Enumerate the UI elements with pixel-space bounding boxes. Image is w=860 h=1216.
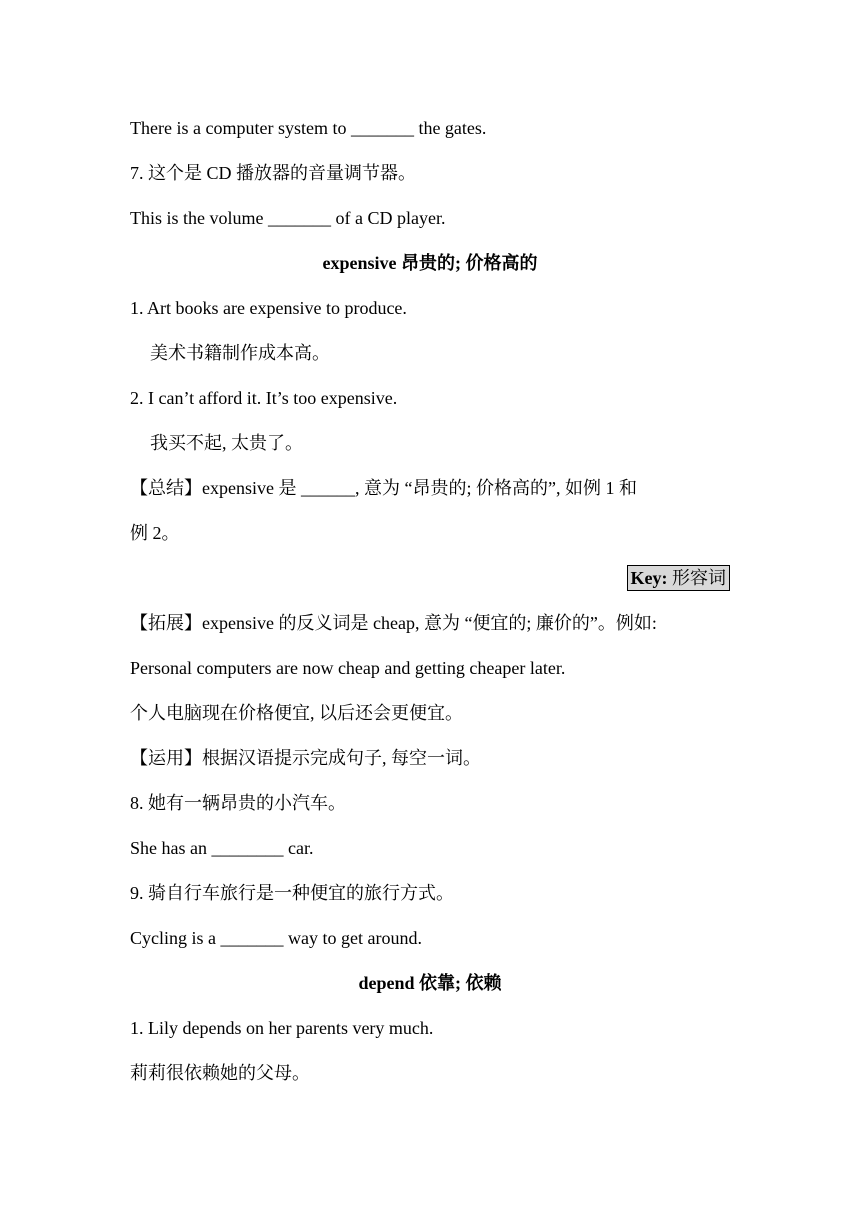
- answer-key-label: Key:: [630, 568, 668, 588]
- question-8-chinese: 8. 她有一辆昂贵的小汽车。: [130, 793, 346, 813]
- sentence-blank-6: There is a computer system to _______ the gates.: [130, 118, 487, 138]
- question-7-chinese: 7. 这个是 CD 播放器的音量调节器。: [130, 163, 417, 183]
- answer-key-box: [627, 565, 730, 591]
- answer-key-value: 形容词: [672, 568, 726, 588]
- heading-depend: depend 依靠; 依赖: [358, 973, 502, 993]
- summary-line-2: 例 2。: [130, 523, 180, 543]
- heading-expensive: expensive 昂贵的; 价格高的: [322, 253, 538, 273]
- depend-example-1-chinese: 莉莉很依赖她的父母。: [130, 1063, 310, 1083]
- example-1-english: 1. Art books are expensive to produce.: [130, 298, 407, 318]
- example-1-chinese: 美术书籍制作成本高。: [150, 343, 330, 363]
- question-9-chinese: 9. 骑自行车旅行是一种便宜的旅行方式。: [130, 883, 454, 903]
- depend-example-1-english: 1. Lily depends on her parents very much.: [130, 1018, 434, 1038]
- extension-line: 【拓展】expensive 的反义词是 cheap, 意为 “便宜的; 廉价的”。例如:: [130, 613, 657, 633]
- extension-example-english: Personal computers are now cheap and getting cheaper later.: [130, 658, 566, 678]
- sentence-blank-8: She has an ________ car.: [130, 838, 314, 858]
- sentence-blank-7: This is the volume _______ of a CD player.: [130, 208, 446, 228]
- example-2-english: 2. I can’t afford it. It’s too expensive.: [130, 388, 398, 408]
- summary-line-1: 【总结】expensive 是 ______, 意为 “昂贵的; 价格高的”, 如例 1 和: [130, 478, 637, 498]
- application-instruction: 【运用】根据汉语提示完成句子, 每空一词。: [130, 748, 481, 768]
- extension-example-chinese: 个人电脑现在价格便宜, 以后还会更便宜。: [130, 703, 463, 723]
- example-2-chinese: 我买不起, 太贵了。: [150, 433, 303, 453]
- sentence-blank-9: Cycling is a _______ way to get around.: [130, 928, 422, 948]
